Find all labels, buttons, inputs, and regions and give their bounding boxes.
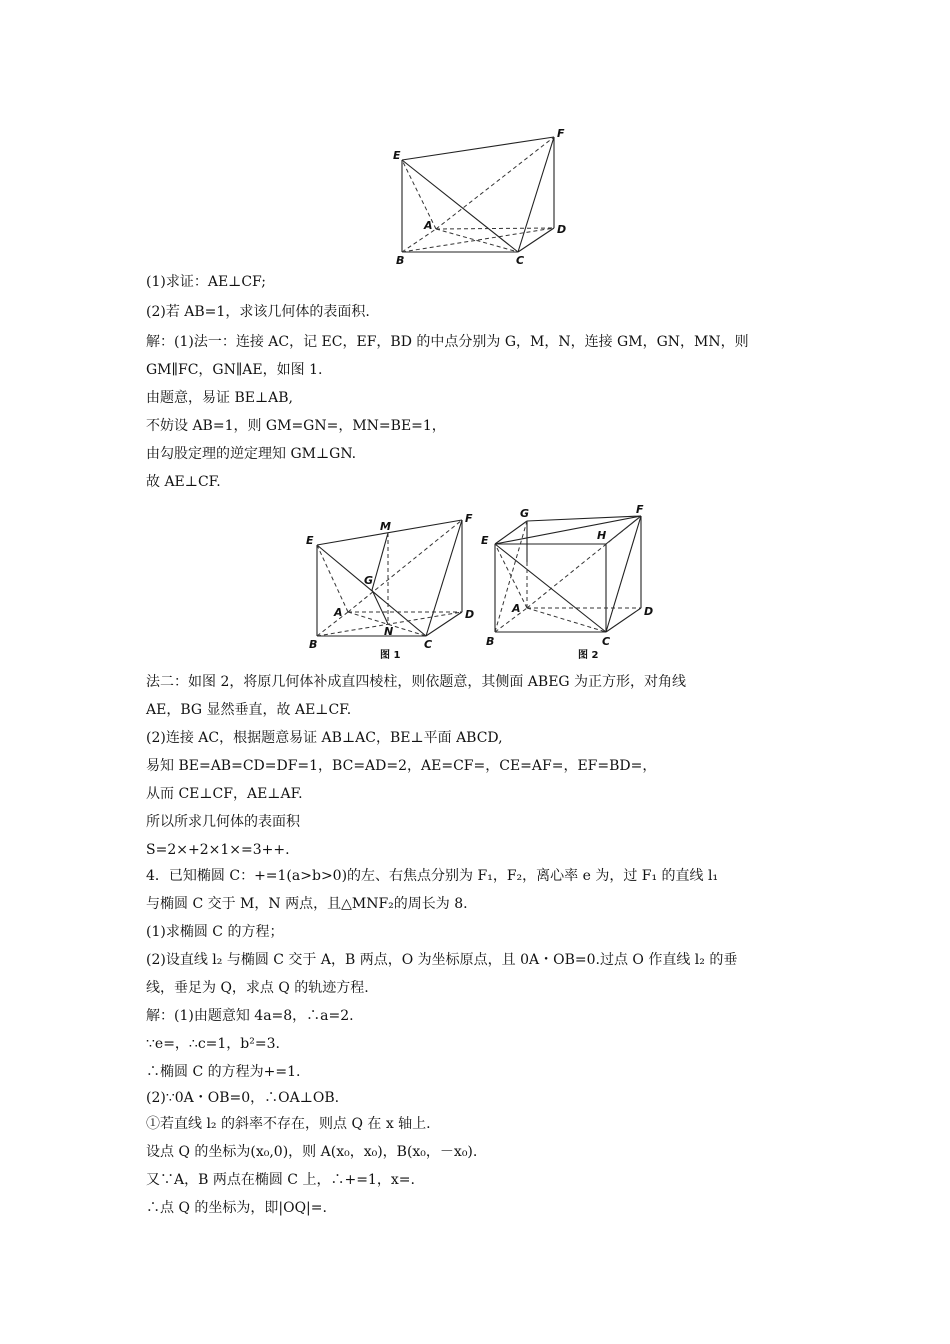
text-line: 线，垂足为 Q，求点 Q 的轨迹方程. [146, 980, 369, 996]
label-C: C [424, 638, 433, 651]
label-G: G [364, 574, 374, 587]
label-F: F [557, 128, 565, 140]
label-B: B [486, 635, 495, 648]
text-line: 设点 Q 的坐标为(x₀,0)，则 A(x₀，x₀)，B(x₀，－x₀). [146, 1144, 478, 1160]
text-line: 4．已知椭圆 C：+=1(a>b>0)的左、右焦点分别为 F₁，F₂，离心率 e 为，过 F₁ 的直线 l₁ [146, 868, 719, 884]
text-line: (1)求证：AE⊥CF; [146, 274, 266, 290]
text-line: 不妨设 AB=1，则 GM=GN=，MN=BE=1， [146, 418, 446, 434]
label-N: N [384, 625, 394, 638]
text-line: (1)求椭圆 C 的方程； [146, 924, 284, 940]
label-A: A [424, 219, 433, 232]
text-line: (2)∵0A・OB=0，∴OA⊥OB. [146, 1090, 340, 1106]
label-F: F [636, 503, 644, 516]
label-F: F [465, 512, 473, 525]
label-D: D [557, 223, 567, 236]
text-line: 由勾股定理的逆定理知 GM⊥GN. [146, 446, 357, 462]
label-D: D [644, 605, 654, 618]
text-line: S=2×+2×1×=3++. [146, 842, 290, 858]
label-H: H [597, 529, 607, 542]
text-line: 所以所求几何体的表面积 [146, 814, 300, 830]
text-line: ∴椭圆 C 的方程为+=1. [146, 1064, 301, 1080]
text-line: 解：(1)法一：连接 AC，记 EC，EF，BD 的中点分别为 G，M，N，连接 GM，GN，MN，则 [146, 334, 749, 350]
text-line: 易知 BE=AB=CD=DF=1，BC=AD=2，AE=CF=，CE=AF=，EF=BD=， [146, 758, 657, 774]
text-line: 故 AE⊥CF. [146, 474, 221, 490]
label-B: B [309, 638, 318, 651]
label-E: E [481, 534, 489, 547]
label-E: E [393, 149, 401, 162]
text-line: GM∥FC，GN∥AE，如图 1. [146, 362, 323, 378]
figure-top [390, 128, 570, 268]
label-A: A [334, 606, 343, 619]
text-line: ∵e=，∴c=1，b²=3. [146, 1036, 280, 1052]
text-line: 解：(1)由题意知 4a=8，∴a=2. [146, 1008, 354, 1024]
text-line: 与椭圆 C 交于 M，N 两点，且△MNF₂的周长为 8. [146, 896, 468, 912]
figure-2-caption: 图 2 [578, 650, 599, 660]
text-line: (2)若 AB=1，求该几何体的表面积. [146, 304, 370, 320]
label-A: A [512, 602, 521, 615]
figure-1 [300, 508, 480, 660]
figure-2 [478, 502, 658, 660]
text-line: 又∵A，B 两点在椭圆 C 上，∴+=1，x=. [146, 1172, 415, 1188]
text-line: ①若直线 l₂ 的斜率不存在，则点 Q 在 x 轴上. [146, 1116, 431, 1132]
text-line: ∴点 Q 的坐标为，即|OQ|=. [146, 1200, 327, 1216]
text-line: AE，BG 显然垂直，故 AE⊥CF. [146, 702, 352, 718]
text-line: 从而 CE⊥CF，AE⊥AF. [146, 786, 303, 802]
label-G: G [520, 507, 530, 520]
label-D: D [465, 608, 475, 621]
label-C: C [602, 635, 611, 648]
label-C: C [516, 254, 525, 267]
label-E: E [306, 534, 314, 547]
label-M: M [380, 520, 391, 533]
figure-1-caption: 图 1 [380, 650, 401, 660]
text-line: 法二：如图 2，将原几何体补成直四棱柱，则依题意，其侧面 ABEG 为正方形，对角线 [146, 674, 687, 690]
text-line: (2)设直线 l₂ 与椭圆 C 交于 A，B 两点，O 为坐标原点，且 0A・OB=0.过点 O 作直线 l₂ 的垂 [146, 952, 738, 968]
text-line: (2)连接 AC，根据题意易证 AB⊥AC，BE⊥平面 ABCD, [146, 730, 503, 746]
label-B: B [396, 254, 405, 267]
text-line: 由题意，易证 BE⊥AB, [146, 390, 293, 406]
